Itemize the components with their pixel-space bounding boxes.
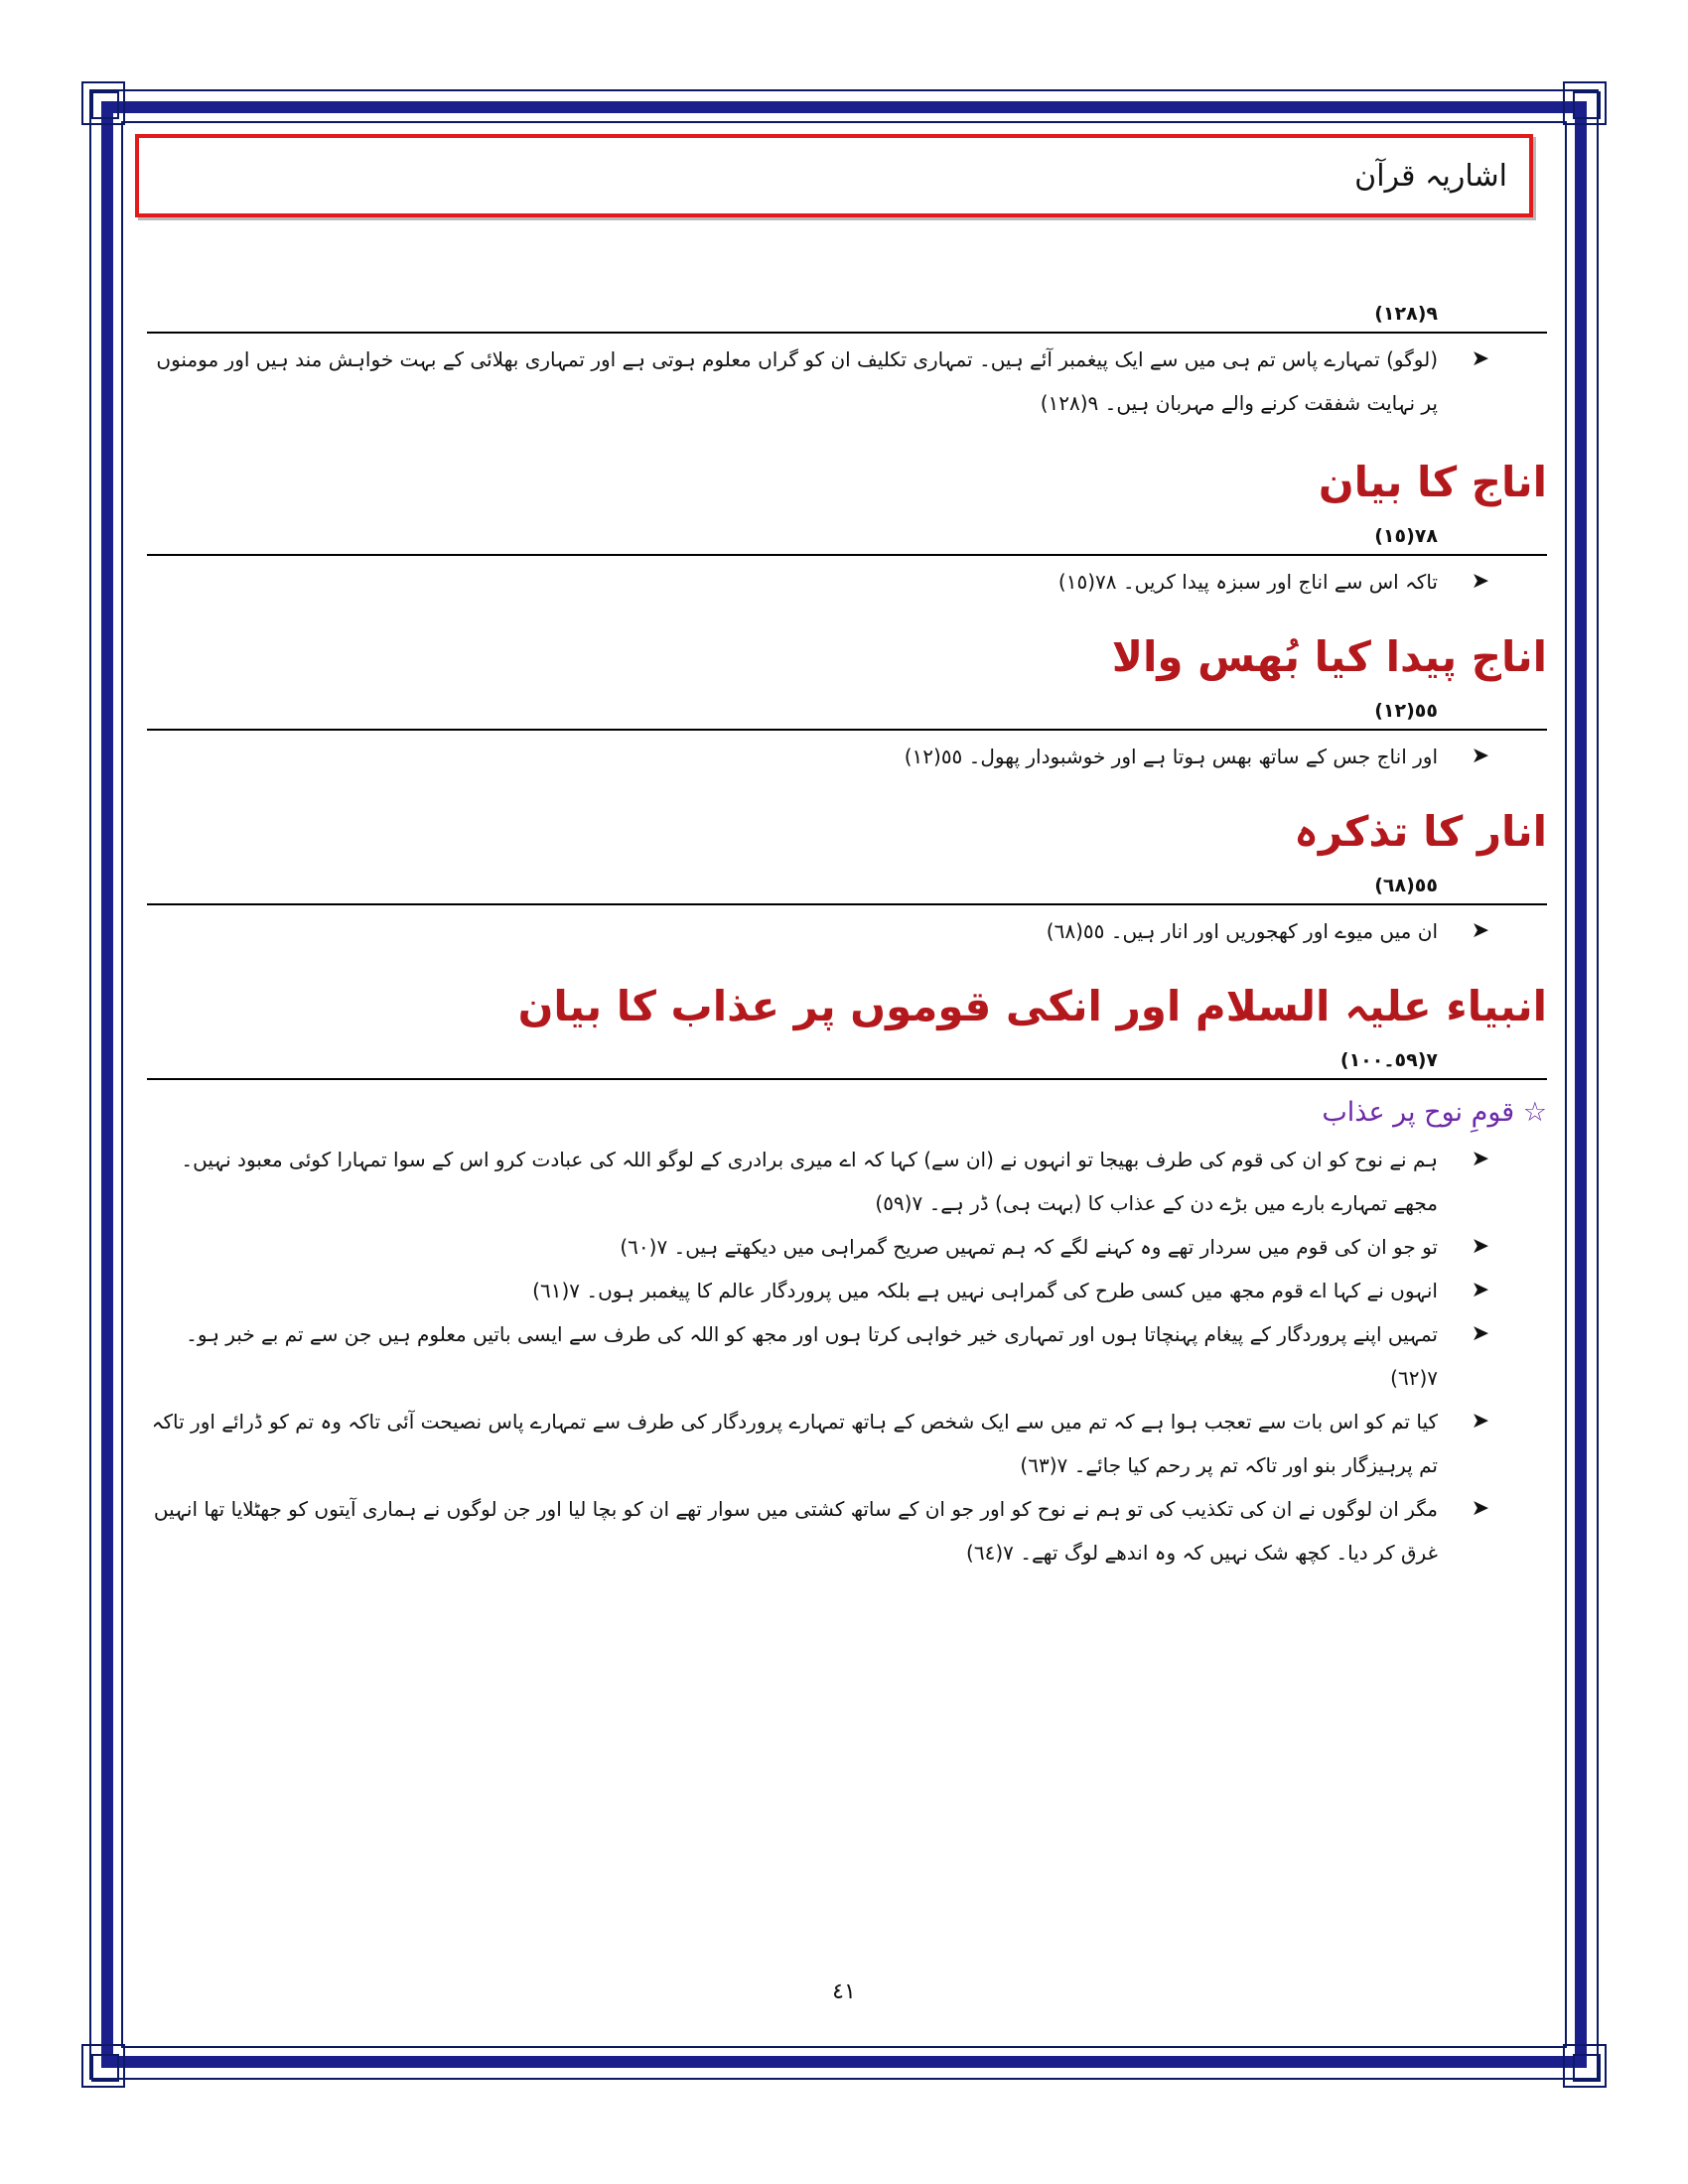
list-item	[147, 1269, 1547, 1312]
bullet-arrow-icon: ➤	[1471, 744, 1489, 768]
verse-text: (لوگو) تمہارے پاس تم ہی میں سے ایک پیغمبر آئے ہیں۔ تمہاری تکلیف ان کو گراں معلوم ہوتی ہے اور تمہاری بھلائی کے بہت خواہش مند ہیں اور مومنوں پر نہایت شفقت کرنے والے مہربان ہیں۔ ٩(١٢٨)	[156, 347, 1438, 415]
bullet-arrow-icon: ➤	[1471, 346, 1489, 371]
frame-corner-ornament	[1563, 81, 1607, 125]
bullet-arrow-icon: ➤	[1471, 1409, 1489, 1433]
verse-list	[147, 735, 1547, 778]
verse-reference: ٥٥(٦٨)	[1374, 875, 1438, 896]
verse-text: مگر ان لوگوں نے ان کی تکذیب کی تو ہم نے نوح کو اور جو ان کے ساتھ کشتی میں سوار تھے ان کو بچا لیا اور جن لوگوں نے ہماری آیتوں کو جھٹلایا تھا انہیں غرق کر دیا۔ کچھ شک نہیں کہ وہ اندھے لوگ تھے۔ ٧(٦٤)	[153, 1497, 1438, 1565]
section-heading: اناج پیدا کیا بُھس والا	[1111, 632, 1547, 681]
bullet-arrow-icon: ➤	[1471, 569, 1489, 594]
divider	[147, 554, 1547, 556]
list-item	[147, 560, 1547, 604]
list-item	[147, 735, 1547, 778]
verse-list	[147, 338, 1547, 425]
page-content	[147, 298, 1547, 1574]
list-item	[147, 338, 1547, 425]
page-number: ٤١	[832, 1979, 856, 2004]
verse-text: ہم نے نوح کو ان کی قوم کی طرف بھیجا تو انہوں نے (ان سے) کہا کہ اے میری برادری کے لوگو اللہ کی عبادت کرو اس کے سوا تمہارا کوئی معبود نہیں۔ مجھے تمہارے بارے میں بڑے دن کے عذاب کا (بہت ہی) ڈر ہے۔ ٧(٥٩)	[181, 1148, 1438, 1215]
verse-text: انہوں نے کہا اے قوم مجھ میں کسی طرح کی گمراہی نہیں ہے بلکہ میں پروردگار عالم کا پیغمبر ہوں۔ ٧(٦١)	[532, 1279, 1438, 1302]
section-heading: انار کا تذکرہ	[1294, 807, 1547, 856]
page-header	[135, 134, 1533, 217]
section-heading: انبیاء علیہ السلام اور انکی قوموں پر عذاب کا بیان	[517, 982, 1547, 1030]
list-item	[147, 1312, 1547, 1400]
verse-text: ان میں میوے اور کھجوریں اور انار ہیں۔ ٥٥(٦٨)	[1046, 919, 1438, 943]
divider	[147, 332, 1547, 334]
bullet-arrow-icon: ➤	[1471, 1234, 1489, 1259]
list-item	[147, 1400, 1547, 1487]
verse-reference: ٧٨(١٥)	[1374, 525, 1438, 547]
list-item	[147, 1138, 1547, 1225]
bullet-arrow-icon: ➤	[1471, 918, 1489, 943]
verse-list	[147, 1138, 1547, 1574]
divider	[147, 1078, 1547, 1080]
list-item	[147, 1487, 1547, 1574]
verse-reference: ٧(٥٩۔١٠٠)	[1339, 1049, 1438, 1071]
section-heading: اناج کا بیان	[1318, 458, 1547, 506]
divider	[147, 729, 1547, 731]
frame-corner-ornament	[81, 2044, 125, 2088]
bullet-arrow-icon: ➤	[1471, 1278, 1489, 1302]
verse-list	[147, 560, 1547, 604]
verse-text: تاکہ اس سے اناج اور سبزہ پیدا کریں۔ ٧٨(١٥)	[1057, 570, 1438, 594]
divider	[147, 903, 1547, 905]
page-title: اشاریہ قرآن	[1354, 158, 1507, 194]
verse-text: تو جو ان کی قوم میں سردار تھے وہ کہنے لگے کہ ہم تمہیں صریح گمراہی میں دیکھتے ہیں۔ ٧(٦٠)	[620, 1235, 1438, 1259]
bullet-arrow-icon: ➤	[1471, 1147, 1489, 1171]
frame-corner-ornament	[81, 81, 125, 125]
frame-corner-ornament	[1563, 2044, 1607, 2088]
verse-text: اور اناج جس کے ساتھ بھس ہوتا ہے اور خوشبودار پھول۔ ٥٥(١٢)	[904, 745, 1438, 768]
verse-reference: ٥٥(١٢)	[1374, 700, 1438, 722]
verse-list	[147, 909, 1547, 953]
verse-text: کیا تم کو اس بات سے تعجب ہوا ہے کہ تم میں سے ایک شخص کے ہاتھ تمہارے پروردگار کی طرف سے تمہارے پاس نصیحت آئی تاکہ وہ تم کو ڈرائے اور تاکہ تم پرہیزگار بنو اور تاکہ تم پر رحم کیا جائے۔ ٧(٦٣)	[151, 1410, 1438, 1477]
list-item	[147, 909, 1547, 953]
subsection-title: قومِ نوح پر عذاب	[1322, 1097, 1515, 1128]
bullet-arrow-icon: ➤	[1471, 1321, 1489, 1346]
subsection-heading	[147, 1088, 1547, 1138]
star-icon: ☆	[1522, 1097, 1547, 1128]
bullet-arrow-icon: ➤	[1471, 1496, 1489, 1521]
verse-reference: ٩(١٢٨)	[1374, 303, 1438, 325]
verse-text: تمہیں اپنے پروردگار کے پیغام پہنچاتا ہوں اور تمہاری خیر خواہی کرتا ہوں اور مجھ کو اللہ کی طرف سے ایسی باتیں معلوم ہیں جن سے تم بے خبر ہو۔ ٧(٦٢)	[186, 1322, 1438, 1390]
list-item	[147, 1225, 1547, 1269]
